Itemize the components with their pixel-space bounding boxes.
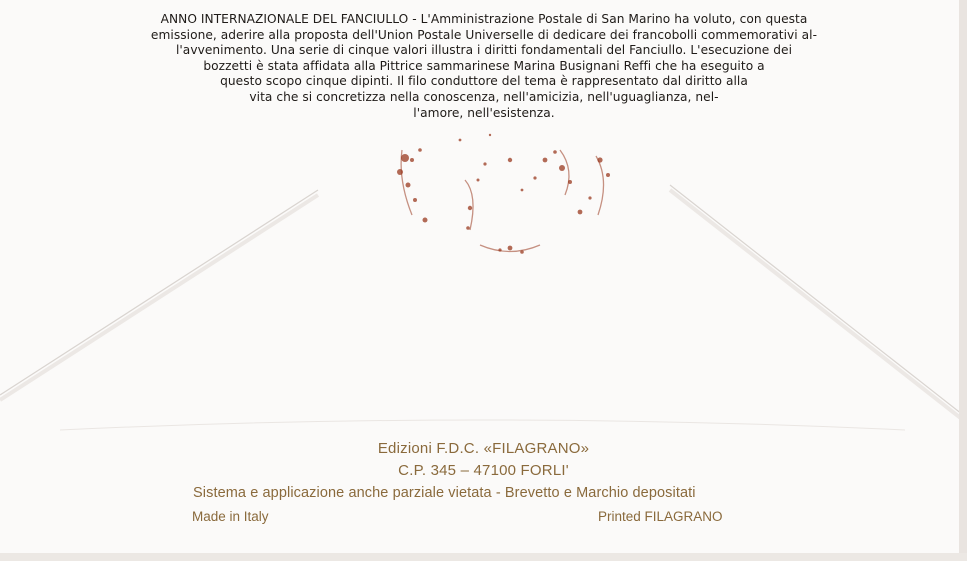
- intro-line: l'amore, nell'esistenza.: [413, 105, 555, 120]
- left-flap-edge: [0, 190, 318, 395]
- bottom-flap-edge: [60, 420, 905, 430]
- intro-line: bozzetti è stata affidata alla Pittrice sammarinese Marina Busignani Reffi che ha eseguito a: [203, 58, 765, 73]
- postmark-ink-smudge: [360, 120, 660, 260]
- intro-heading: ANNO INTERNAZIONALE DEL FANCIULLO: [160, 12, 409, 26]
- intro-line: - L'Amministrazione Postale di San Marino ha voluto, con questa: [412, 12, 808, 26]
- right-flap-shadow: [670, 190, 967, 423]
- made-in-label: Made in Italy: [192, 509, 269, 524]
- rights-notice: Sistema e applicazione anche parziale vietata - Brevetto e Marchio depositati: [193, 485, 696, 501]
- right-flap-edge: [670, 185, 967, 418]
- intro-line: questo scopo cinque dipinti. Il filo conduttore del tema è rappresentato dal diritto alla: [220, 74, 748, 89]
- intro-first-line: [104, 12, 864, 28]
- intro-line: emissione, aderire alla proposta dell'Union Postale Universelle di dedicare dei francobolli commemorativi al-: [150, 27, 818, 42]
- intro-line: vita che si concretizza nella conoscenza, nell'amicizia, nell'uguaglianza, nel-: [249, 89, 719, 104]
- bottom-edge-strip: [0, 553, 967, 561]
- intro-text-block: [104, 12, 864, 121]
- publisher-name: Edizioni F.D.C. «FILAGRANO»: [377, 440, 590, 457]
- publisher-address: C.P. 345 – 47100 FORLI': [398, 462, 569, 479]
- printed-by-label: Printed FILAGRANO: [598, 509, 723, 524]
- intro-line: l'avvenimento. Una serie di cinque valori illustra i diritti fondamentali del Fanciullo. L'esecuzione dei: [175, 43, 793, 58]
- left-flap-shadow: [0, 195, 318, 400]
